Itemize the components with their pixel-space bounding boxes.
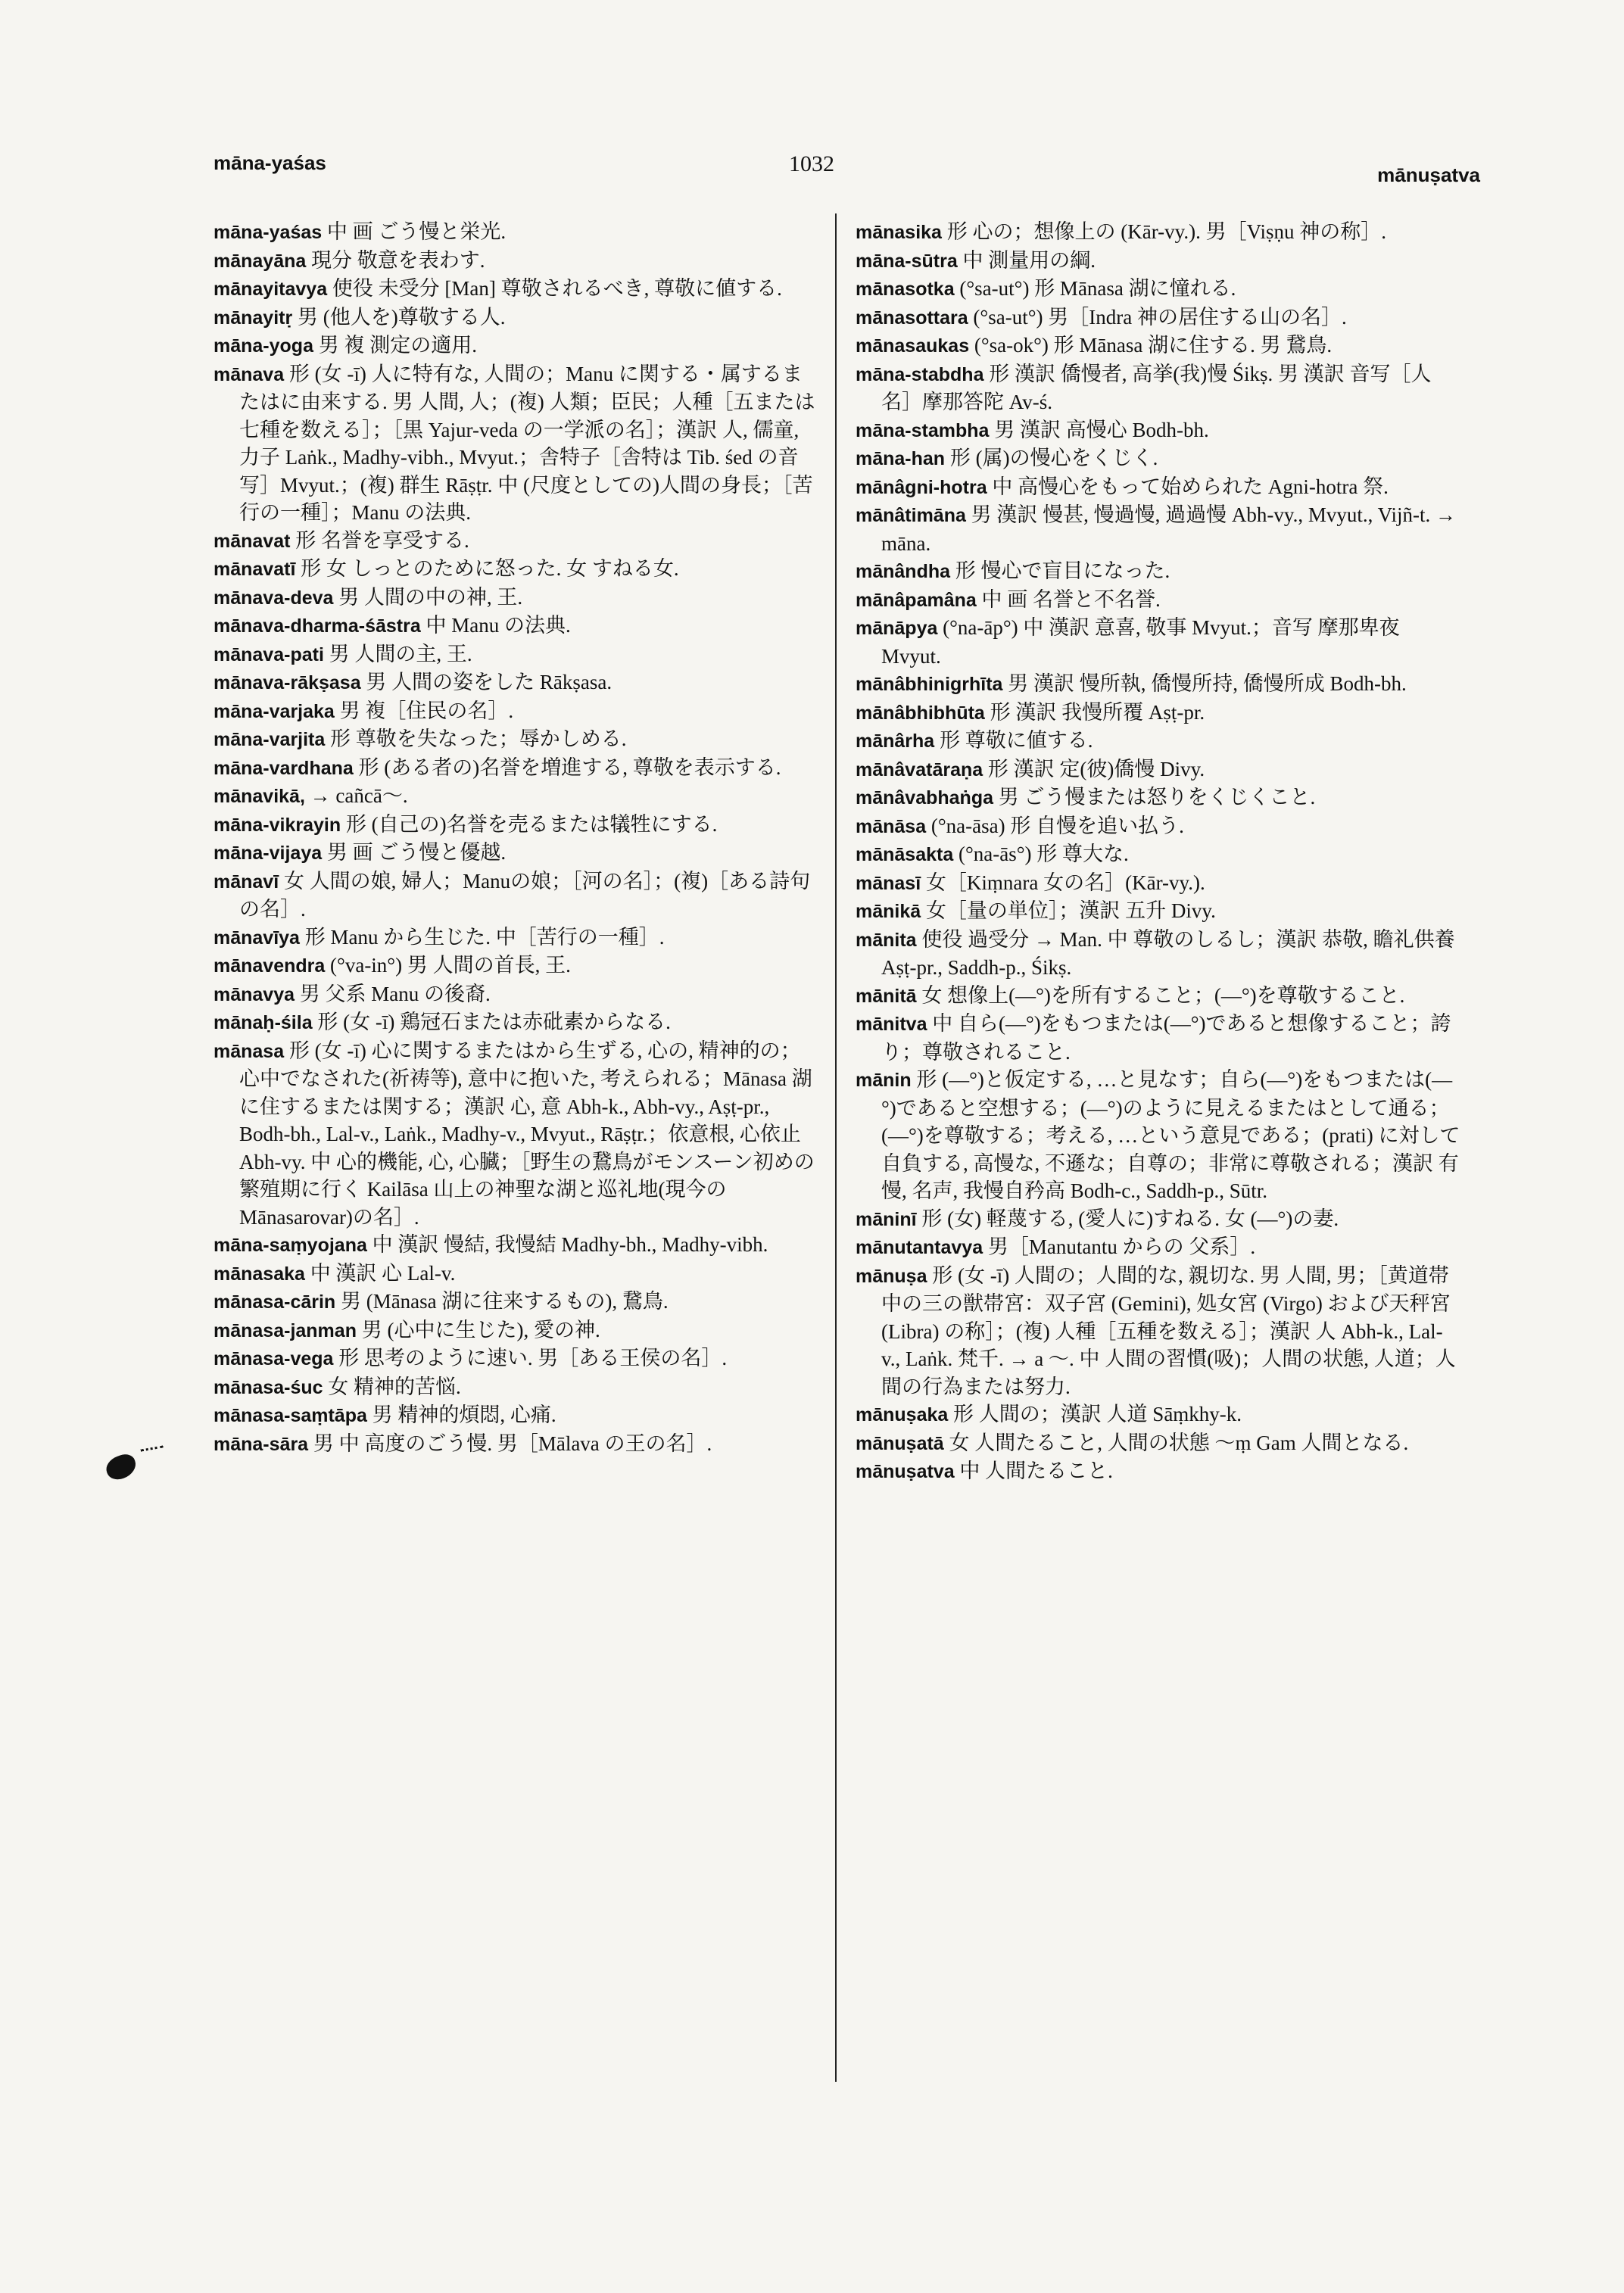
entry-definition: 男 画 ごう慢と優越. — [326, 841, 507, 864]
entry-definition: 形 (女 -ī) 心に関するまたはから生ずる, 心の, 精神的の；心中でなされた(祈祷等), 意中に抱いた, 考えられる；Mānasa 湖に住するまたは関する；漢訳 心, 意 Abh-k., Abh-vy., Aṣṭ-pr., Bodh-bh., Lal-v., Laṅk., Madhy-v., Mvyut., Rāṣṭr.；依意根, 心依止 Abh-vy. 中 心的機能, 心, 心臓；［野生の鵞鳥がモンスーン初めの繁殖期に行く Kailāsa 山上の神聖な湖と巡礼地(現今の Mānasarovar)の名］. — [239, 1039, 815, 1229]
dictionary-entry — [856, 247, 1461, 276]
entry-definition: 男 父系 Manu の後裔. — [299, 982, 491, 1005]
entry-headword: mānasottara — [856, 307, 968, 329]
dictionary-entry — [214, 218, 819, 247]
entry-headword: mānayāna — [214, 250, 307, 272]
entry-headword: mānasa-saṃtāpa — [214, 1405, 367, 1426]
entry-headword: mānāsakta — [856, 844, 954, 865]
dictionary-entry — [214, 1430, 819, 1459]
dictionary-entry — [214, 1008, 819, 1037]
entry-headword: mānasa-śuc — [214, 1376, 323, 1398]
entry-headword: mānayitavya — [214, 279, 328, 300]
dictionary-entry — [856, 1233, 1461, 1262]
entry-headword: mānāsa — [856, 815, 927, 837]
dictionary-entry — [856, 332, 1461, 360]
entry-headword: mānitva — [856, 1014, 927, 1035]
entry-definition: 男 中 高度のごう慢. 男［Mālava の王の名］. — [313, 1432, 712, 1455]
dictionary-entry — [856, 869, 1461, 898]
entry-definition: 中 画 ごう慢と栄光. — [326, 220, 507, 243]
dictionary-entry — [214, 1260, 819, 1288]
entry-headword: mānâgni-hotra — [856, 476, 987, 498]
entry-definition: 中 漢訳 心 Lal-v. — [310, 1261, 456, 1285]
entry-headword: mānava-dharma-śāstra — [214, 615, 421, 637]
ink-speckle — [141, 1445, 164, 1454]
entry-headword: mānâvatāraṇa — [856, 759, 983, 780]
dictionary-entry — [214, 668, 819, 697]
right-column — [856, 218, 1461, 1486]
dictionary-entry — [856, 670, 1461, 699]
entry-definition: 中 画 名誉と不名誉. — [981, 587, 1161, 611]
dictionary-entry — [214, 640, 819, 669]
entry-headword: mānavat — [214, 530, 291, 552]
dictionary-entry — [214, 247, 819, 276]
entry-definition: 男 人間の中の神, 王. — [338, 585, 523, 609]
entry-headword: māna-saṃyojana — [214, 1235, 367, 1256]
page-header — [0, 151, 1624, 197]
entry-headword: mānasa-janman — [214, 1319, 357, 1341]
entry-definition: 男 複 測定の適用. — [318, 334, 477, 357]
entry-definition: 男 漢訳 慢所執, 僑慢所持, 僑慢所成 Bodh-bh. — [1008, 672, 1407, 695]
dictionary-entry — [214, 868, 819, 924]
entry-definition: 形 名誉を享受する. — [295, 528, 469, 552]
dictionary-entry — [214, 275, 819, 304]
entry-headword: mānâbhinigrhīta — [856, 674, 1003, 695]
running-head-left: māna-yaśas — [214, 151, 326, 174]
dictionary-entry — [856, 557, 1461, 586]
dictionary-entry — [856, 473, 1461, 502]
dictionary-entry — [214, 782, 819, 811]
entry-headword: mānayitṛ — [214, 307, 293, 329]
entry-headword: mānita — [856, 929, 917, 951]
entry-definition: 形 (属)の慢心をくじく. — [949, 447, 1158, 469]
dictionary-entry — [856, 360, 1461, 416]
entry-definition: 男 (Mānasa 湖に往来するもの), 鵞鳥. — [340, 1290, 669, 1313]
entry-headword: mānavikā, — [214, 786, 305, 807]
dictionary-entry — [214, 980, 819, 1009]
entry-definition: 中 高慢心をもって始められた Agni-hotra 祭. — [992, 475, 1389, 498]
entry-headword: māna-varjita — [214, 729, 326, 750]
entry-headword: māna-vardhana — [214, 757, 354, 779]
entry-definition: 女 想像上(—°)を所有すること；(—°)を尊敬すること. — [921, 983, 1405, 1007]
entry-definition: 中 Manu の法典. — [425, 614, 571, 637]
entry-headword: māna-sāra — [214, 1433, 309, 1455]
entry-headword: mānâvabhaṅga — [856, 787, 994, 808]
entry-headword: māna-yoga — [214, 335, 313, 357]
dictionary-entry — [856, 1429, 1461, 1458]
entry-definition: (°na-āp°) 中 漢訳 意喜, 敬事 Mvyut.；音写 摩那卑夜 Mvyut. — [881, 616, 1400, 668]
dictionary-entry — [856, 1010, 1461, 1066]
entry-headword: māna-yaśas — [214, 222, 323, 243]
entry-definition: → cañcā～. — [310, 784, 408, 807]
dictionary-entry — [856, 926, 1461, 982]
running-head-right: mānuṣatva — [1377, 164, 1480, 186]
entry-headword: mānaḥ-śila — [214, 1012, 313, 1033]
dictionary-entry — [856, 727, 1461, 756]
entry-headword: mānavī — [214, 871, 279, 893]
entry-headword: mānasa-vega — [214, 1348, 334, 1369]
entry-headword: mānikā — [856, 901, 921, 922]
entry-definition: 男 人間の姿をした Rākṣasa. — [366, 671, 613, 693]
entry-headword: mānavya — [214, 983, 295, 1005]
entry-definition: 男 (他人を)尊敬する人. — [297, 305, 506, 329]
entry-headword: māna-vijaya — [214, 843, 323, 864]
entry-headword: māna-han — [856, 448, 946, 469]
dictionary-entry — [214, 952, 819, 980]
dictionary-entry — [214, 1344, 819, 1373]
dictionary-entry — [856, 218, 1461, 247]
entry-definition: 中 人間たること. — [959, 1460, 1113, 1482]
entry-headword: mānasotka — [856, 279, 955, 300]
entry-headword: mānuṣatā — [856, 1432, 944, 1454]
ink-blot — [103, 1451, 139, 1483]
dictionary-entry — [856, 1262, 1461, 1401]
dictionary-entry — [856, 982, 1461, 1011]
entry-headword: mānâtimāna — [856, 505, 966, 526]
dictionary-entry — [856, 275, 1461, 304]
column-divider — [835, 213, 837, 2082]
entry-definition: 男 複［住民の名］. — [339, 699, 514, 722]
entry-headword: mānasa-cārin — [214, 1291, 336, 1313]
entry-headword: māninī — [856, 1208, 917, 1230]
dictionary-entry — [856, 1457, 1461, 1486]
entry-definition: 男 ごう慢または怒りをくじくこと. — [998, 786, 1316, 808]
dictionary-entry — [856, 840, 1461, 869]
entry-headword: mānitā — [856, 985, 917, 1007]
entry-definition: 中 漢訳 慢結, 我慢結 Madhy-bh., Madhy-vibh. — [372, 1233, 768, 1256]
dictionary-entry — [214, 527, 819, 556]
entry-definition: (°na-ās°) 形 尊大な. — [959, 843, 1129, 865]
entry-definition: 現分 敬意を表わす. — [311, 248, 485, 272]
entry-definition: (°va-in°) 男 人間の首長, 王. — [330, 954, 571, 977]
dictionary-entry — [214, 332, 819, 360]
dictionary-entry — [856, 416, 1461, 445]
dictionary-entry — [214, 697, 819, 726]
entry-headword: māna-stambha — [856, 419, 990, 441]
entry-headword: mānava-deva — [214, 587, 334, 609]
entry-headword: mānavīya — [214, 927, 300, 949]
entry-definition: 形 尊敬を失なった；辱かしめる. — [330, 727, 627, 750]
dictionary-entry — [856, 1205, 1461, 1234]
entry-definition: 形 思考のように速い. 男［ある王侯の名］. — [338, 1347, 728, 1369]
dictionary-entry — [856, 304, 1461, 332]
entry-headword: mānasī — [856, 872, 921, 894]
entry-headword: mānuṣaka — [856, 1404, 949, 1425]
entry-definition: 形 (女 -ī) 人に特有な, 人間の；Manu に関する・属するまたはに由来する. 男 人間, 人；(複) 人類；臣民；人種［五または七種を数える］；［黒 Yajur-veda の一学派の名］；漢訳 人, 儒童, 力子 Laṅk., Madhy-vibh., Mvyut.；舎特子［舎特は Tib. śed の音写］Mvyut.；(複) 群生 Rāṣṭr. 中 (尺度としての)人間の身長；［苦行の一種］；Manu の法典. — [239, 362, 815, 524]
entry-definition: 形 (女 -ī) 鶏冠石または赤砒素からなる. — [317, 1011, 671, 1033]
entry-headword: mānava-rākṣasa — [214, 672, 361, 693]
entry-definition: 形 (自己の)名誉を売るまたは犠牲にする. — [345, 812, 718, 836]
entry-definition: 女 精神的苦悩. — [328, 1375, 461, 1398]
dictionary-entry — [214, 612, 819, 640]
entry-definition: 女 人間の娘, 婦人；Manuの娘；［河の名］；(複)［ある詩句の名］. — [239, 869, 811, 921]
entry-headword: mānin — [856, 1070, 912, 1091]
entry-definition: 男 人間の主, 王. — [329, 642, 472, 665]
entry-headword: mānasaka — [214, 1263, 305, 1285]
dictionary-entry — [856, 1066, 1461, 1205]
entry-definition: 形 (女) 軽蔑する, (愛人に)すねる. 女 (—°)の妻. — [921, 1207, 1339, 1230]
entry-definition: 形 尊敬に値する. — [939, 729, 1093, 752]
entry-definition: 使役 未受分 [Man] 尊敬されるべき, 尊敬に値する. — [332, 277, 782, 300]
entry-definition: 男 漢訳 高慢心 Bodh-bh. — [994, 418, 1209, 441]
dictionary-entry — [856, 614, 1461, 670]
dictionary-entry — [214, 555, 819, 584]
entry-definition: 形 慢心で盲目になった. — [955, 559, 1170, 582]
entry-definition: 形 (女 -ī) 人間の；人間的な, 親切な. 男 人間, 男；［黄道帯中の三の獣帯宮：双子宮 (Gemini), 処女宮 (Virgo) および天秤宮 (Libra) の称］；(複) 人種［五種を数える］；漢訳 人 Abh-k., Lal-v., Laṅk. 梵千. → a ～. 中 人間の習慣(吸)；人間の状態, 人道；人間の行為または努力. — [881, 1263, 1456, 1398]
entry-definition: 女［Kiṃnara 女の名］(Kār-vy.). — [925, 871, 1205, 894]
entry-headword: mānâbhibhūta — [856, 702, 985, 724]
dictionary-entry — [856, 897, 1461, 926]
entry-definition: 男 漢訳 慢甚, 慢過慢, 過過慢 Abh-vy., Mvyut., Vijñ-t. → māna. — [881, 503, 1457, 555]
entry-definition: 男 (心中に生じた), 愛の神. — [361, 1318, 600, 1341]
dictionary-entry — [214, 304, 819, 332]
dictionary-entry — [214, 1401, 819, 1430]
entry-headword: mānāpya — [856, 618, 938, 639]
entry-headword: mānuṣatva — [856, 1461, 955, 1482]
entry-headword: mānavendra — [214, 955, 326, 977]
entry-definition: 形 心の；想像上の (Kār-vy.). 男［Viṣṇu 神の称］. — [946, 220, 1387, 243]
entry-definition: 形 漢訳 定(彼)僑慢 Divy. — [987, 757, 1205, 780]
entry-headword: mānavatī — [214, 559, 296, 580]
entry-headword: māna-stabdha — [856, 363, 984, 385]
entry-definition: 形 (ある者の)名誉を増進する, 尊敬を表示する. — [358, 756, 781, 779]
entry-headword: mānândha — [856, 561, 951, 582]
entry-definition: 女［量の単位］；漢訳 五升 Divy. — [925, 899, 1216, 922]
entry-definition: (°na-āsa) 形 自慢を追い払う. — [930, 814, 1184, 837]
entry-definition: 女 人間たること, 人間の状態 ～ṃ Gam 人間となる. — [949, 1431, 1409, 1454]
page-number: 1032 — [789, 151, 834, 176]
entry-definition: (°sa-ut°) 男［Indra 神の居住する山の名］. — [973, 305, 1347, 329]
dictionary-entry — [214, 1037, 819, 1232]
entry-headword: mānutantavya — [856, 1237, 983, 1258]
entry-definition: 形 (—°)と仮定する, …と見なす；自ら(—°)をもつまたは(—°)であると空想する；(—°)のように見えるまたはとして通る；(—°)を尊敬する；考える, …という意見である；(prati) に対して自負する, 高慢な, 不遜な；自尊の；非常に尊敬される；漢訳 有慢, 名声, 我慢自矜高 Bodh-c., Saddh-p., Sūtr. — [881, 1068, 1460, 1202]
entry-definition: 中 測量用の綱. — [962, 248, 1096, 272]
entry-headword: māna-sūtra — [856, 250, 958, 272]
dictionary-entry — [214, 1316, 819, 1345]
entry-headword: mānasika — [856, 222, 942, 243]
dictionary-entry — [214, 811, 819, 840]
dictionary-entry — [214, 1373, 819, 1402]
entry-definition: 形 漢訳 僑慢者, 高挙(我)慢 Śikṣ. 男 漢訳 音写［人名］摩那答陀 Av-ś. — [881, 362, 1432, 413]
entry-headword: mānasaukas — [856, 335, 970, 357]
dictionary-entry — [214, 1288, 819, 1316]
entry-definition: 形 女 しっとのために怒った. 女 すねる女. — [301, 557, 679, 580]
entry-definition: 形 漢訳 我慢所覆 Aṣṭ-pr. — [990, 700, 1205, 724]
dictionary-entry — [214, 1231, 819, 1260]
left-column — [214, 218, 819, 1458]
dictionary-entry — [214, 924, 819, 952]
dictionary-entry — [856, 444, 1461, 473]
entry-headword: māna-vikrayin — [214, 814, 341, 836]
entry-headword: mānava-pati — [214, 643, 324, 665]
dictionary-entry — [856, 501, 1461, 557]
dictionary-entry — [214, 725, 819, 754]
dictionary-entry — [856, 812, 1461, 841]
entry-definition: 中 自ら(—°)をもつまたは(—°)であると想像すること；誇り；尊敬されること. — [881, 1012, 1451, 1064]
dictionary-entry — [214, 754, 819, 783]
entry-definition: 男［Manutantu からの 父系］. — [987, 1235, 1256, 1258]
dictionary-entry — [856, 756, 1461, 784]
dictionary-entry — [856, 699, 1461, 727]
entry-headword: mānuṣa — [856, 1265, 927, 1287]
dictionary-entry — [214, 360, 819, 527]
entry-definition: (°sa-ut°) 形 Mānasa 湖に憧れる. — [959, 277, 1236, 300]
dictionary-entry — [214, 839, 819, 868]
dictionary-entry — [856, 1400, 1461, 1429]
entry-definition: 形 人間の；漢訳 人道 Sāṃkhy-k. — [953, 1403, 1242, 1425]
entry-headword: mānâpamâna — [856, 589, 977, 611]
entry-headword: mānârha — [856, 731, 935, 752]
entry-definition: 形 Manu から生じた. 中［苦行の一種］. — [304, 925, 665, 949]
entry-headword: mānava — [214, 363, 285, 385]
entry-definition: (°sa-ok°) 形 Mānasa 湖に住する. 男 鵞鳥. — [974, 334, 1333, 357]
entry-headword: māna-varjaka — [214, 700, 335, 722]
dictionary-entry — [856, 586, 1461, 615]
entry-definition: 使役 過受分 → Man. 中 尊敬のしるし；漢訳 恭敬, 瞻礼供養 Aṣṭ-pr., Saddh-p., Śikṣ. — [881, 927, 1455, 979]
entry-definition: 男 精神的煩悶, 心痛. — [372, 1404, 556, 1426]
entry-headword: mānasa — [214, 1040, 285, 1062]
dictionary-entry — [214, 584, 819, 612]
dictionary-entry — [856, 784, 1461, 812]
